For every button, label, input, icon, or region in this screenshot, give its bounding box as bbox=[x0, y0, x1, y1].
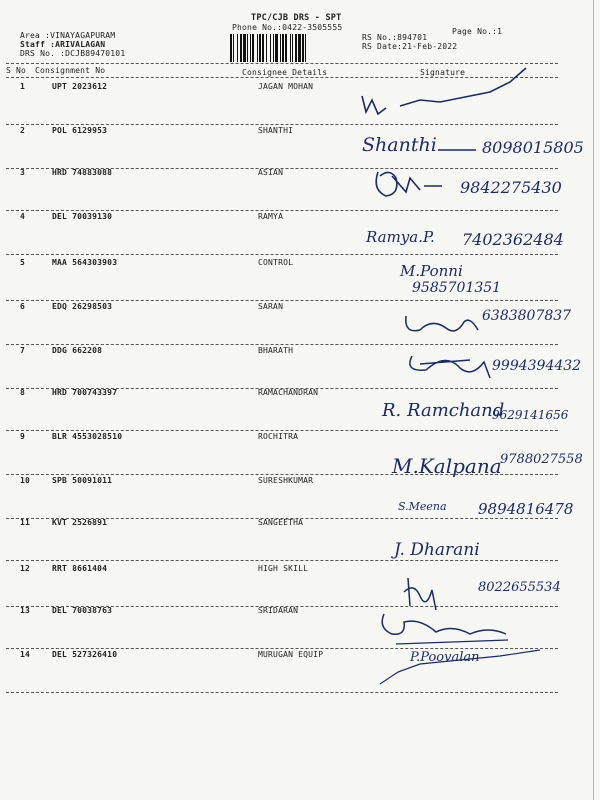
barcode-bar bbox=[302, 34, 304, 62]
row-consignee: HIGH SKILL bbox=[258, 564, 309, 573]
row-consignee: SURESHKUMAR bbox=[258, 476, 314, 485]
row-consignment-no: POL 6129953 bbox=[52, 126, 108, 135]
row-consignee: MURUGAN EQUIP bbox=[258, 650, 324, 659]
row-consignee: ROCHITRA bbox=[258, 432, 299, 441]
signature-2-phone: 8098015805 bbox=[482, 138, 584, 157]
barcode-bar bbox=[250, 34, 251, 62]
signature-13-underline bbox=[396, 640, 508, 644]
signature-5-name: M.Ponni bbox=[400, 262, 463, 280]
scan-edge bbox=[593, 0, 594, 800]
barcode-bar bbox=[262, 34, 264, 62]
row-consignee: BHARATH bbox=[258, 346, 294, 355]
signature-12-phone: 8022655534 bbox=[478, 580, 561, 595]
drs-number: DRS No. :DCJB89470101 bbox=[20, 49, 126, 58]
barcode-bar bbox=[247, 34, 248, 62]
row-sno: 12 bbox=[20, 564, 31, 573]
row-divider bbox=[6, 210, 558, 211]
row-sno: 5 bbox=[20, 258, 26, 267]
row-divider bbox=[6, 692, 558, 693]
barcode-bar bbox=[298, 34, 301, 62]
signature-6-phone: 6383807837 bbox=[482, 308, 572, 324]
signature-4-phone: 7402362484 bbox=[462, 230, 564, 249]
row-sno: 4 bbox=[20, 212, 26, 221]
signature-13-stroke bbox=[382, 614, 506, 634]
row-sno: 13 bbox=[20, 606, 31, 615]
col-signature: Signature bbox=[420, 68, 466, 77]
row-divider bbox=[6, 648, 558, 649]
row-sno: 3 bbox=[20, 168, 26, 177]
row-consignment-no: MAA 564303903 bbox=[52, 258, 118, 267]
barcode-bar bbox=[290, 34, 291, 62]
row-consignment-no: HRD 700743397 bbox=[52, 388, 118, 397]
barcode-bar bbox=[240, 34, 242, 62]
row-consignee: RAMYA bbox=[258, 212, 284, 221]
barcode-bar bbox=[266, 34, 267, 62]
col-consignment: Consignment No bbox=[35, 66, 106, 75]
row-consignee: SHANTHI bbox=[258, 126, 294, 135]
barcode-bar bbox=[292, 34, 293, 62]
signature-7-phone: 9994394432 bbox=[492, 358, 582, 374]
row-sno: 14 bbox=[20, 650, 31, 659]
signature-9-name: M.Kalpana bbox=[392, 454, 502, 478]
row-divider bbox=[6, 254, 558, 255]
phone-number: Phone No.:0422-3505555 bbox=[232, 23, 343, 32]
barcode bbox=[230, 34, 358, 62]
row-divider bbox=[6, 560, 558, 561]
row-consignment-no: SPB 50091011 bbox=[52, 476, 113, 485]
row-sno: 7 bbox=[20, 346, 26, 355]
row-consignment-no: DEL 70038763 bbox=[52, 606, 113, 615]
signature-7-stroke bbox=[410, 356, 490, 378]
barcode-bar bbox=[280, 34, 281, 62]
col-consignee: Consignee Details bbox=[242, 68, 328, 77]
barcode-bar bbox=[270, 34, 271, 62]
row-consignment-no: RRT 8661404 bbox=[52, 564, 108, 573]
barcode-bar bbox=[257, 34, 258, 62]
header-divider-top bbox=[6, 63, 558, 64]
barcode-bar bbox=[259, 34, 261, 62]
row-consignee: JAGAN MOHAN bbox=[258, 82, 314, 91]
row-consignment-no: KVT 2526891 bbox=[52, 518, 108, 527]
barcode-bar bbox=[282, 34, 284, 62]
row-consignment-no: BLR 4553028510 bbox=[52, 432, 123, 441]
signature-8-name: R. Ramchand bbox=[382, 400, 505, 421]
row-consignee: SRIDARAN bbox=[258, 606, 299, 615]
row-sno: 2 bbox=[20, 126, 26, 135]
barcode-bar bbox=[243, 34, 246, 62]
row-sno: 11 bbox=[20, 518, 31, 527]
signature-10-phone: 9894816478 bbox=[478, 500, 574, 518]
row-consignee: RAMACHANDRAN bbox=[258, 388, 319, 397]
col-sno: S No bbox=[6, 66, 27, 75]
sheet-title: TPC/CJB DRS - SPT bbox=[251, 13, 342, 23]
signature-10-name: S.Meena bbox=[398, 500, 447, 513]
signature-11-name: J. Dharani bbox=[394, 540, 480, 560]
row-sno: 10 bbox=[20, 476, 31, 485]
signature-9-phone: 9788027558 bbox=[500, 452, 583, 467]
row-divider bbox=[6, 430, 558, 431]
signature-8-phone: 9629141656 bbox=[492, 408, 569, 422]
barcode-bar bbox=[273, 34, 274, 62]
signature-14-name: P.Poovalan bbox=[410, 650, 480, 665]
row-sno: 9 bbox=[20, 432, 26, 441]
barcode-bar bbox=[237, 34, 238, 62]
signature-3-stroke bbox=[376, 172, 420, 196]
rs-number: RS No.:894701 bbox=[362, 33, 428, 42]
barcode-bar bbox=[252, 34, 254, 62]
barcode-bar bbox=[233, 34, 234, 62]
barcode-bar bbox=[285, 34, 287, 62]
header-divider-bottom bbox=[6, 77, 558, 78]
staff-name: Staff :ARIVALAGAN bbox=[20, 40, 106, 49]
rs-date: RS Date:21-Feb-2022 bbox=[362, 42, 458, 51]
row-consignment-no: UPT 2023612 bbox=[52, 82, 108, 91]
signature-2-name: Shanthi bbox=[362, 134, 437, 156]
row-consignment-no: DEL 70039130 bbox=[52, 212, 113, 221]
row-divider bbox=[6, 344, 558, 345]
row-sno: 6 bbox=[20, 302, 26, 311]
row-sno: 8 bbox=[20, 388, 26, 397]
barcode-bar bbox=[230, 34, 232, 62]
row-consignee: ASIAN bbox=[258, 168, 284, 177]
signature-4-name: Ramya.P. bbox=[366, 228, 435, 246]
signature-6-stroke bbox=[406, 316, 478, 331]
signature-5-phone: 9585701351 bbox=[412, 280, 502, 296]
row-consignee: SARAN bbox=[258, 302, 284, 311]
row-consignment-no: DDG 662208 bbox=[52, 346, 103, 355]
row-consignment-no: DEL 527326410 bbox=[52, 650, 118, 659]
row-divider bbox=[6, 124, 558, 125]
row-consignee: SANGEETHA bbox=[258, 518, 304, 527]
barcode-bar bbox=[275, 34, 278, 62]
row-consignee: CONTROL bbox=[258, 258, 294, 267]
page-number: Page No.:1 bbox=[452, 27, 503, 36]
barcode-bar bbox=[305, 34, 306, 62]
row-consignment-no: HRD 74883088 bbox=[52, 168, 113, 177]
row-divider bbox=[6, 300, 558, 301]
area: Area :VINAYAGAPURAM bbox=[20, 31, 116, 40]
barcode-bar bbox=[295, 34, 297, 62]
signature-3-phone: 9842275430 bbox=[460, 178, 562, 197]
row-consignment-no: EDQ 26298503 bbox=[52, 302, 113, 311]
row-sno: 1 bbox=[20, 82, 26, 91]
